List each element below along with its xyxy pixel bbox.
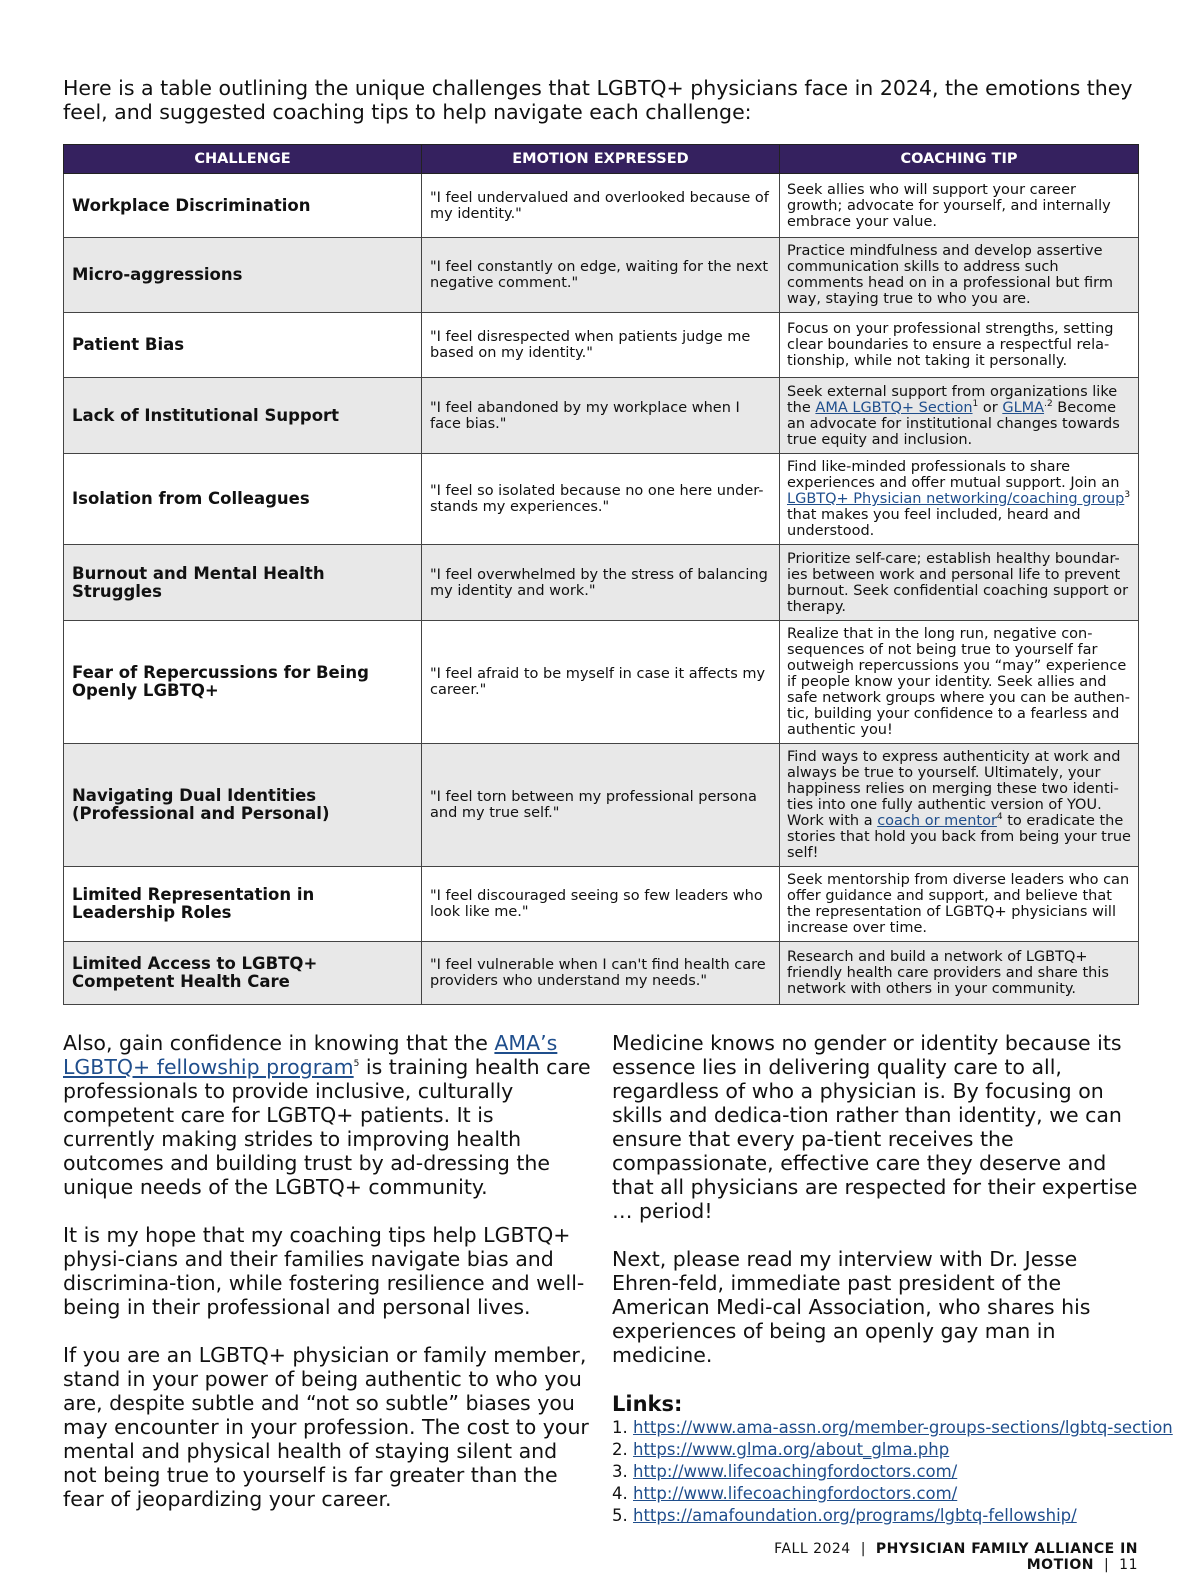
footnote-ref: 5 xyxy=(353,1059,360,1070)
link-number: 4. xyxy=(612,1484,628,1503)
reference-link-4[interactable]: http://www.lifecoachingfordoctors.com/ xyxy=(633,1484,958,1503)
challenge-cell: Navigating Dual Identities (Professional and Personal) xyxy=(64,744,422,867)
intro-paragraph: Here is a table outlining the unique challenges that LGBTQ+ physicians face in 2024, the emotions they feel, and suggested coaching tips to help navigate each challenge: xyxy=(63,76,1133,124)
authenticity-paragraph: If you are an LGBTQ+ physician or family member, stand in your power of being authentic to who you are, despite subtle and “not so subtle” biases you may encounter in your profession. The cost to your mental and physical health of staying silent and not being true to yourself is far greater than the fear of jeopardizing your career. xyxy=(63,1343,589,1511)
table-row xyxy=(64,238,1139,313)
left-column xyxy=(63,1031,591,1535)
emotion-cell: "I feel torn between my professional persona and my true self." xyxy=(422,744,780,867)
challenge-cell: Burnout and Mental Health Struggles xyxy=(64,545,422,621)
table-row xyxy=(64,621,1139,744)
table-row xyxy=(64,313,1139,378)
footnote-ref: .2 xyxy=(1044,398,1053,409)
emotion-cell: "I feel disrespected when patients judge me based on my identity." xyxy=(422,313,780,378)
coach-mentor-link[interactable]: coach or mentor xyxy=(877,813,997,829)
link-number: 2. xyxy=(612,1440,628,1459)
fellowship-program-link[interactable]: AMA’s LGBTQ+ fellowship program xyxy=(63,1031,558,1079)
table-row xyxy=(64,545,1139,621)
footer-separator: | xyxy=(860,1541,866,1557)
footnote-ref: 4 xyxy=(996,812,1003,823)
header-emotion: EMOTION EXPRESSED xyxy=(422,145,780,174)
tip-cell: Focus on your professional strengths, setting clear boundaries to ensure a respectful rela-tionship, while not taking it personally. xyxy=(780,313,1139,378)
footer-issue: FALL 2024 xyxy=(774,1541,851,1557)
link-number: 1. xyxy=(612,1418,628,1437)
challenges-table xyxy=(63,144,1139,1005)
tip-cell: Practice mindfulness and develop assertive communication skills to address such comments head on in a professional but firm way, staying true to who you are. xyxy=(780,238,1139,313)
header-coaching-tip: COACHING TIP xyxy=(780,145,1139,174)
table-row xyxy=(64,942,1139,1005)
emotion-cell: "I feel undervalued and overlooked because of my identity." xyxy=(422,174,780,238)
tip-cell xyxy=(780,744,1139,867)
tip-text: Find ways to express authenticity at work and always be true to yourself. Ultimately, your happiness relies on merging these two identi-ties into one fully authentic version of YOU. Work with a xyxy=(787,749,1121,829)
tip-cell: Seek allies who will support your career growth; advocate for yourself, and internally embrace your value. xyxy=(780,174,1139,238)
tip-text: Become an advocate for institutional changes towards true equity and inclusion. xyxy=(787,399,1120,448)
footnote-ref: 1 xyxy=(972,398,979,409)
links-list xyxy=(612,1417,1173,1527)
tip-cell: Seek mentorship from diverse leaders who can offer guidance and support, and believe that the representation of LGBTQ+ physicians will increase over time. xyxy=(780,867,1139,942)
footer-separator: | xyxy=(1103,1557,1110,1573)
link-item xyxy=(612,1483,1142,1505)
reference-link-3[interactable]: http://www.lifecoachingfordoctors.com/ xyxy=(633,1462,958,1481)
footer-publication: PHYSICIAN FAMILY ALLIANCE IN MOTION xyxy=(875,1541,1138,1573)
challenge-cell: Limited Representation in Leadership Roles xyxy=(64,867,422,942)
reference-link-2[interactable]: https://www.glma.org/about_glma.php xyxy=(633,1440,950,1459)
table-row xyxy=(64,867,1139,942)
link-number: 5. xyxy=(612,1506,628,1525)
reference-link-5[interactable]: https://amafoundation.org/programs/lgbtq-fellowship/ xyxy=(633,1506,1077,1525)
emotion-cell: "I feel discouraged seeing so few leaders who look like me." xyxy=(422,867,780,942)
tip-text: that makes you feel included, heard and understood. xyxy=(787,507,1081,539)
hope-paragraph: It is my hope that my coaching tips help LGBTQ+ physi-cians and their families navigate bias and discrimina-tion, while fostering resilience and well-being in their professional and personal lives. xyxy=(63,1223,585,1319)
table-row xyxy=(64,378,1139,454)
emotion-cell: "I feel afraid to be myself in case it affects my career." xyxy=(422,621,780,744)
emotion-cell: "I feel overwhelmed by the stress of balancing my identity and work." xyxy=(422,545,780,621)
header-challenge: CHALLENGE xyxy=(64,145,422,174)
challenge-cell: Limited Access to LGBTQ+ Competent Health Care xyxy=(64,942,422,1005)
reference-link-1[interactable]: https://www.ama-assn.org/member-groups-sections/lgbtq-section xyxy=(633,1418,1173,1437)
tip-text: Seek external support from organizations like the xyxy=(787,383,1118,416)
page-footer xyxy=(668,1541,1138,1573)
interview-paragraph: Next, please read my interview with Dr. Jesse Ehren-feld, immediate past president of the American Medi-cal Association, who shares his experiences of being an openly gay man in medicine. xyxy=(612,1247,1091,1367)
link-item xyxy=(612,1417,1173,1439)
ama-lgbtq-section-link[interactable]: AMA LGBTQ+ Section xyxy=(815,399,973,416)
link-item xyxy=(612,1439,1142,1461)
table-header-row xyxy=(64,145,1139,174)
page-number: 11 xyxy=(1119,1557,1138,1573)
tip-text: to eradicate the stories that hold you back from being your true self! xyxy=(787,813,1131,861)
challenge-cell: Lack of Institutional Support xyxy=(64,378,422,454)
glma-link[interactable]: GLMA xyxy=(1002,399,1045,416)
challenge-cell: Isolation from Colleagues xyxy=(64,454,422,545)
paragraph-text: Also, gain confidence in knowing that the xyxy=(63,1031,495,1055)
networking-group-link[interactable]: LGBTQ+ Physician networking/coaching group xyxy=(787,491,1125,507)
tip-text: or xyxy=(978,399,1003,416)
challenge-cell: Workplace Discrimination xyxy=(64,174,422,238)
emotion-cell: "I feel vulnerable when I can't find health care providers who understand my needs." xyxy=(422,942,780,1005)
tip-cell: Prioritize self-care; establish healthy boundar-ies between work and personal life to prevent burnout. Seek confidential coaching support or therapy. xyxy=(780,545,1139,621)
tip-cell xyxy=(780,454,1139,545)
tip-cell: Realize that in the long run, negative con-sequences of not being true to yourself far outweigh repercussions you “may” experience if people know your identity. Seek allies and safe network groups where you can be authen-tic, building your confidence to a fearless and authentic you! xyxy=(780,621,1139,744)
emotion-cell: "I feel abandoned by my workplace when I face bias." xyxy=(422,378,780,454)
tip-cell xyxy=(780,378,1139,454)
link-item xyxy=(612,1461,1142,1483)
fellowship-paragraph xyxy=(63,1031,591,1199)
challenge-cell: Patient Bias xyxy=(64,313,422,378)
challenge-cell: Fear of Repercussions for Being Openly LGBTQ+ xyxy=(64,621,422,744)
links-heading: Links: xyxy=(612,1392,683,1416)
table-row xyxy=(64,744,1139,867)
table-row xyxy=(64,454,1139,545)
tip-text: Find like-minded professionals to share experiences and offer mutual support. Join an xyxy=(787,459,1120,491)
paragraph-text: is training health care professionals to provide inclusive, culturally competent care for LGBTQ+ patients. It is currently making strides to improving health outcomes and building trust by ad-dressing the unique needs of the LGBTQ+ community. xyxy=(63,1055,591,1199)
challenge-cell: Micro-aggressions xyxy=(64,238,422,313)
emotion-cell: "I feel constantly on edge, waiting for the next negative comment." xyxy=(422,238,780,313)
tip-cell: Research and build a network of LGBTQ+ friendly health care providers and share this network with others in your community. xyxy=(780,942,1139,1005)
footnote-ref: 3 xyxy=(1124,490,1131,501)
link-number: 3. xyxy=(612,1462,628,1481)
right-column xyxy=(612,1031,1173,1527)
medicine-paragraph: Medicine knows no gender or identity because its essence lies in delivering quality care to all, regardless of who a physician is. By focusing on skills and dedica-tion rather than identity, we can ensure that every pa-tient receives the compassionate, effective care they deserve and that all physicians are respected for their expertise … period! xyxy=(612,1031,1138,1223)
emotion-cell: "I feel so isolated because no one here under-stands my experiences." xyxy=(422,454,780,545)
table-row xyxy=(64,174,1139,238)
link-item xyxy=(612,1505,1142,1527)
